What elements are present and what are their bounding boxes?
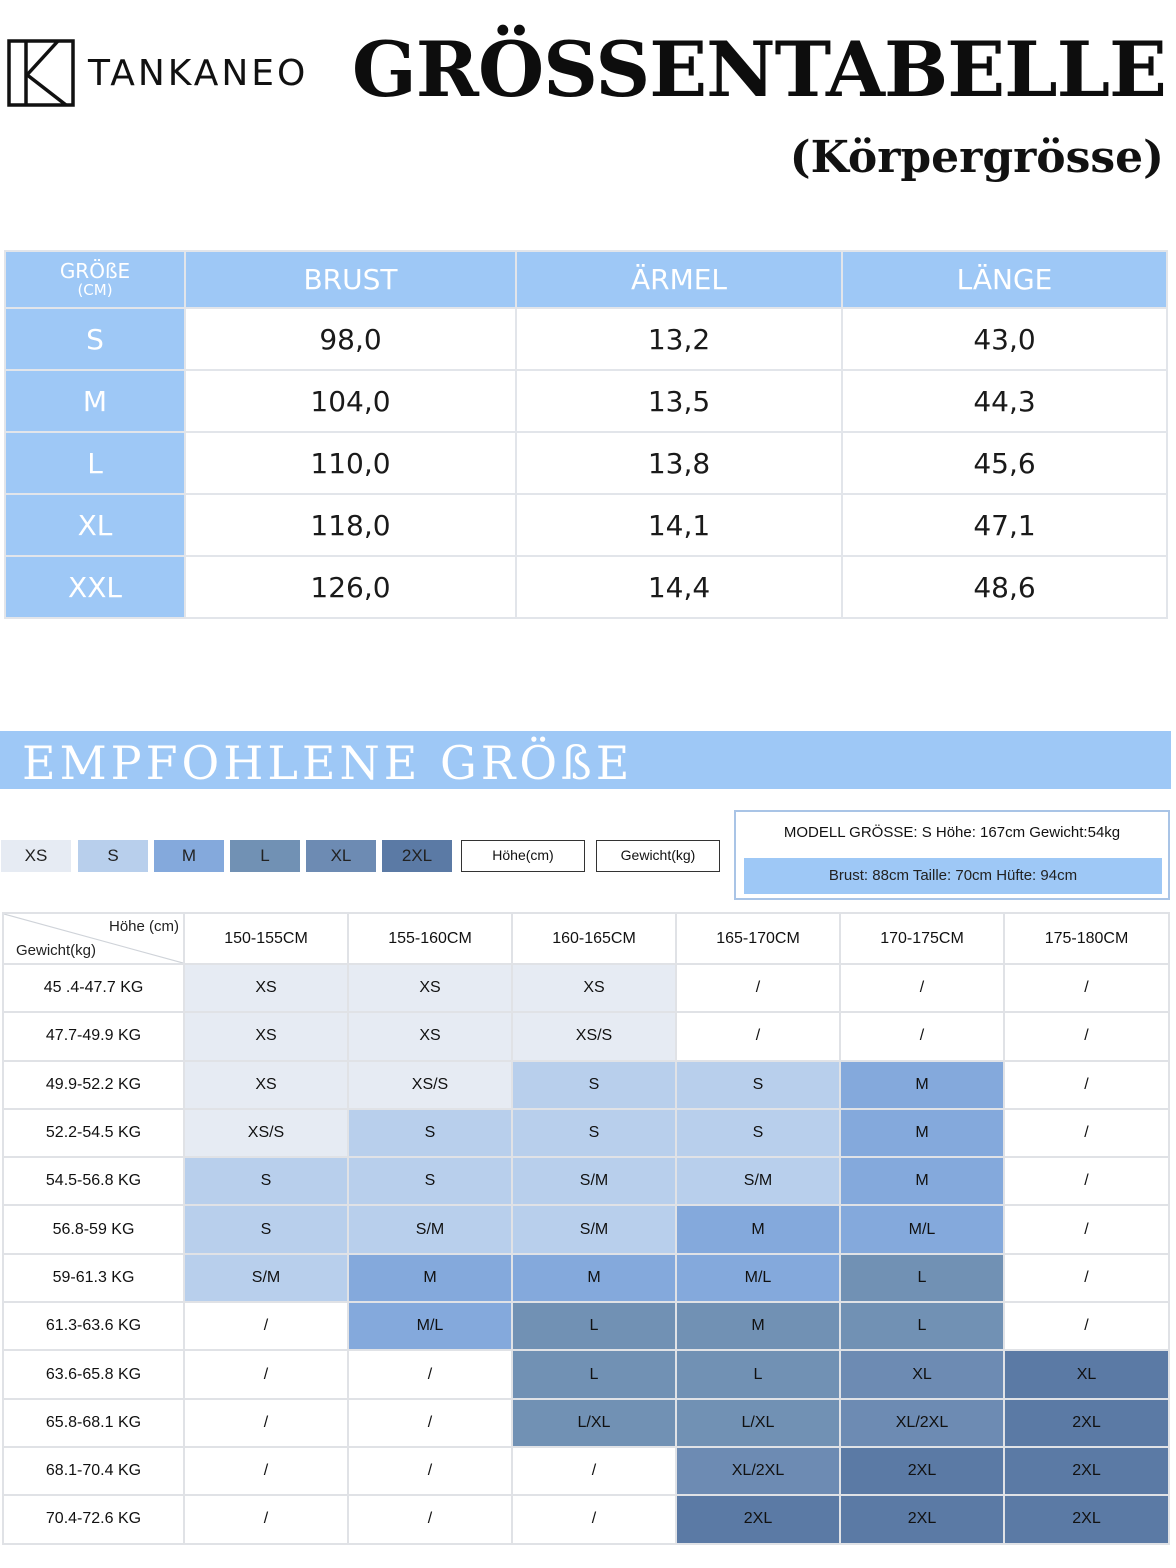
size-recommendation-cell: / xyxy=(676,964,840,1012)
size-label: L xyxy=(5,432,185,494)
size-recommendation-cell: / xyxy=(1004,1012,1169,1060)
size-recommendation-cell: 2XL xyxy=(676,1495,840,1543)
size-recommendation-cell: / xyxy=(184,1399,348,1447)
table-row xyxy=(3,964,1169,1012)
size-recommendation-cell: XL/2XL xyxy=(676,1447,840,1495)
size-recommendation-cell: / xyxy=(184,1350,348,1398)
table-row xyxy=(5,370,1167,432)
size-recommendation-cell: XL xyxy=(1004,1350,1169,1398)
size-recommendation-cell: S xyxy=(348,1157,512,1205)
value-cell: 45,6 xyxy=(842,432,1167,494)
size-recommendation-cell: XS/S xyxy=(512,1012,676,1060)
legend-height-box: Höhe(cm) xyxy=(461,840,585,872)
value-cell: 13,2 xyxy=(516,308,842,370)
header-brust: BRUST xyxy=(185,251,516,308)
height-column-header: 160-165CM xyxy=(512,913,676,964)
size-recommendation-cell: / xyxy=(1004,1109,1169,1157)
table-row xyxy=(5,494,1167,556)
tankaneo-logo-icon xyxy=(6,38,76,108)
size-recommendation-cell: L xyxy=(676,1350,840,1398)
size-recommendation-cell: S/M xyxy=(184,1254,348,1302)
size-recommendation-cell: / xyxy=(676,1012,840,1060)
size-header-label: GRÖßE xyxy=(59,258,131,283)
value-cell: 44,3 xyxy=(842,370,1167,432)
header-aermel: ÄRMEL xyxy=(516,251,842,308)
weight-range: 61.3-63.6 KG xyxy=(3,1302,184,1350)
size-recommendation-cell: M xyxy=(348,1254,512,1302)
weight-range: 68.1-70.4 KG xyxy=(3,1447,184,1495)
weight-range: 70.4-72.6 KG xyxy=(3,1495,184,1543)
size-recommendation-cell: L xyxy=(512,1302,676,1350)
brand-logo xyxy=(6,38,308,108)
size-recommendation-cell: L xyxy=(840,1302,1004,1350)
size-recommendation-cell: XS xyxy=(184,1061,348,1109)
size-label: S xyxy=(5,308,185,370)
value-cell: 98,0 xyxy=(185,308,516,370)
weight-range: 45 .4-47.7 KG xyxy=(3,964,184,1012)
table-row xyxy=(3,1495,1169,1543)
size-recommendation-cell: / xyxy=(348,1495,512,1543)
value-cell: 13,5 xyxy=(516,370,842,432)
size-recommendation-cell: S xyxy=(676,1061,840,1109)
size-recommendation-cell: / xyxy=(348,1399,512,1447)
height-column-header: 170-175CM xyxy=(840,913,1004,964)
size-recommendation-cell: S xyxy=(184,1157,348,1205)
size-recommendation-cell: / xyxy=(184,1495,348,1543)
table-row xyxy=(3,1012,1169,1060)
recommendation-table xyxy=(2,912,1170,1545)
size-recommendation-cell: S/M xyxy=(348,1205,512,1253)
size-recommendation-cell: S xyxy=(512,1109,676,1157)
value-cell: 14,4 xyxy=(516,556,842,618)
size-recommendation-cell: M xyxy=(512,1254,676,1302)
size-recommendation-cell: / xyxy=(1004,1205,1169,1253)
legend-weight-box: Gewicht(kg) xyxy=(596,840,720,872)
value-cell: 126,0 xyxy=(185,556,516,618)
size-recommendation-cell: M xyxy=(676,1302,840,1350)
brand-name: TANKANEO xyxy=(88,52,309,94)
size-recommendation-cell: M/L xyxy=(348,1302,512,1350)
table-row xyxy=(3,1350,1169,1398)
recommendation-body xyxy=(3,964,1169,1544)
size-recommendation-cell: S xyxy=(676,1109,840,1157)
height-column-header: 175-180CM xyxy=(1004,913,1169,964)
size-recommendation-cell: M xyxy=(840,1157,1004,1205)
table-row xyxy=(3,1447,1169,1495)
size-recommendation-cell: / xyxy=(840,964,1004,1012)
size-recommendation-cell: / xyxy=(184,1447,348,1495)
height-column-header: 155-160CM xyxy=(348,913,512,964)
weight-range: 56.8-59 KG xyxy=(3,1205,184,1253)
size-recommendation-cell: / xyxy=(1004,1061,1169,1109)
size-recommendation-cell: XL xyxy=(840,1350,1004,1398)
size-recommendation-cell: S xyxy=(512,1061,676,1109)
legend-swatch-2xl: 2XL xyxy=(382,840,452,872)
table-row xyxy=(3,1205,1169,1253)
table-row xyxy=(3,1109,1169,1157)
value-cell: 14,1 xyxy=(516,494,842,556)
table-row xyxy=(5,308,1167,370)
recommendation-header xyxy=(3,913,1169,964)
size-recommendation-cell: XL/2XL xyxy=(840,1399,1004,1447)
size-recommendation-cell: / xyxy=(1004,964,1169,1012)
size-recommendation-cell: XS xyxy=(184,1012,348,1060)
section-title: EMPFOHLENE GRÖßE xyxy=(22,736,634,790)
section-band xyxy=(0,731,1171,789)
corner-weight-label: Gewicht(kg) xyxy=(16,942,97,959)
size-recommendation-cell: / xyxy=(1004,1157,1169,1205)
size-recommendation-cell: / xyxy=(512,1495,676,1543)
size-recommendation-cell: M xyxy=(840,1061,1004,1109)
size-recommendation-cell: M xyxy=(676,1205,840,1253)
legend-swatch-l: L xyxy=(230,840,300,872)
size-recommendation-cell: M/L xyxy=(676,1254,840,1302)
size-recommendation-cell: S xyxy=(348,1109,512,1157)
model-measurements: Brust: 88cm Taille: 70cm Hüfte: 94cm xyxy=(744,858,1162,894)
corner-height-label: Höhe (cm) xyxy=(108,918,179,935)
size-label: XXL xyxy=(5,556,185,618)
weight-range: 59-61.3 KG xyxy=(3,1254,184,1302)
size-header xyxy=(5,251,185,308)
value-cell: 104,0 xyxy=(185,370,516,432)
size-recommendation-cell: / xyxy=(840,1012,1004,1060)
size-recommendation-cell: S xyxy=(184,1205,348,1253)
size-recommendation-cell: M xyxy=(840,1109,1004,1157)
legend-swatch-s: S xyxy=(78,840,148,872)
size-recommendation-cell: 2XL xyxy=(840,1495,1004,1543)
size-recommendation-cell: M/L xyxy=(840,1205,1004,1253)
table-row xyxy=(5,556,1167,618)
corner-cell xyxy=(3,913,184,964)
value-cell: 13,8 xyxy=(516,432,842,494)
size-recommendation-cell: / xyxy=(1004,1302,1169,1350)
table-row xyxy=(3,1157,1169,1205)
weight-range: 63.6-65.8 KG xyxy=(3,1350,184,1398)
height-column-header: 165-170CM xyxy=(676,913,840,964)
size-recommendation-cell: / xyxy=(512,1447,676,1495)
legend-swatch-xs: XS xyxy=(1,840,71,872)
value-cell: 110,0 xyxy=(185,432,516,494)
size-recommendation-cell: / xyxy=(184,1302,348,1350)
weight-range: 65.8-68.1 KG xyxy=(3,1399,184,1447)
size-recommendation-cell: XS xyxy=(512,964,676,1012)
table-row xyxy=(5,432,1167,494)
size-recommendation-cell: S/M xyxy=(512,1157,676,1205)
size-label: M xyxy=(5,370,185,432)
table-row xyxy=(3,1254,1169,1302)
size-recommendation-cell: 2XL xyxy=(840,1447,1004,1495)
size-recommendation-cell: L xyxy=(840,1254,1004,1302)
size-recommendation-cell: XS xyxy=(348,1012,512,1060)
size-table xyxy=(4,250,1168,619)
size-recommendation-cell: XS xyxy=(348,964,512,1012)
weight-range: 54.5-56.8 KG xyxy=(3,1157,184,1205)
height-column-header: 150-155CM xyxy=(184,913,348,964)
value-cell: 48,6 xyxy=(842,556,1167,618)
legend-swatch-m: M xyxy=(154,840,224,872)
size-recommendation-cell: / xyxy=(348,1350,512,1398)
model-size-info: MODELL GRÖSSE: S Höhe: 167cm Gewicht:54kg xyxy=(783,824,1121,841)
size-recommendation-cell: XS xyxy=(184,964,348,1012)
table-row xyxy=(3,1061,1169,1109)
weight-range: 52.2-54.5 KG xyxy=(3,1109,184,1157)
table-row xyxy=(3,1302,1169,1350)
size-recommendation-cell: 2XL xyxy=(1004,1495,1169,1543)
value-cell: 118,0 xyxy=(185,494,516,556)
page-subtitle: (Körpergrösse) xyxy=(789,132,1164,183)
header-laenge: LÄNGE xyxy=(842,251,1167,308)
table-row xyxy=(3,1399,1169,1447)
size-header-unit: (CM) xyxy=(77,280,113,299)
size-recommendation-cell: L/XL xyxy=(512,1399,676,1447)
size-recommendation-cell: S/M xyxy=(512,1205,676,1253)
size-recommendation-cell: XS/S xyxy=(348,1061,512,1109)
size-recommendation-cell: / xyxy=(1004,1254,1169,1302)
page-title: GRÖSSENTABELLE xyxy=(351,25,1166,114)
value-cell: 43,0 xyxy=(842,308,1167,370)
size-recommendation-cell: 2XL xyxy=(1004,1447,1169,1495)
legend-swatch-xl: XL xyxy=(306,840,376,872)
model-info-box xyxy=(734,810,1170,900)
size-recommendation-cell: L/XL xyxy=(676,1399,840,1447)
value-cell: 47,1 xyxy=(842,494,1167,556)
size-recommendation-cell: L xyxy=(512,1350,676,1398)
size-recommendation-cell: XS/S xyxy=(184,1109,348,1157)
weight-range: 47.7-49.9 KG xyxy=(3,1012,184,1060)
size-recommendation-cell: S/M xyxy=(676,1157,840,1205)
size-recommendation-cell: / xyxy=(348,1447,512,1495)
size-recommendation-cell: 2XL xyxy=(1004,1399,1169,1447)
size-table-header xyxy=(5,251,1167,308)
weight-range: 49.9-52.2 KG xyxy=(3,1061,184,1109)
size-label: XL xyxy=(5,494,185,556)
